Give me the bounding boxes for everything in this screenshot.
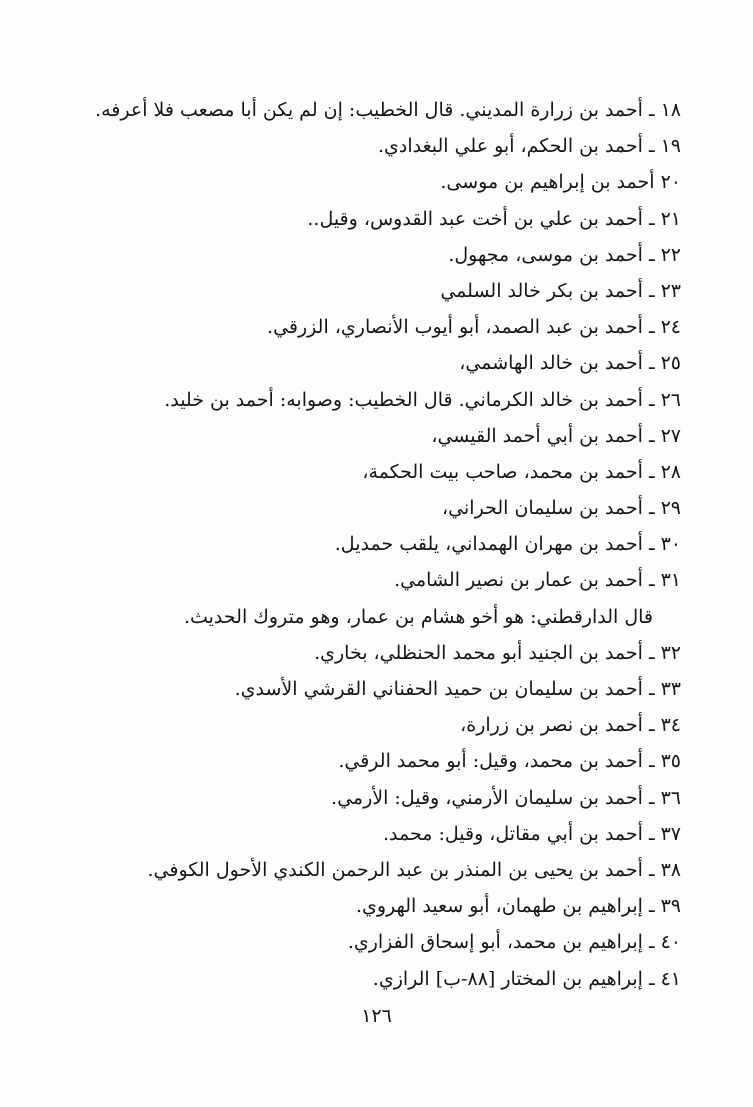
entry-40: ٤٠ ـ إبراهيم بن محمد، أبو إسحاق الفزاري. — [347, 931, 681, 954]
entry-28: ٢٨ ـ أحمد بن محمد، صاحب بيت الحكمة، — [362, 460, 681, 483]
entry-26: ٢٦ ـ أحمد بن خالد الكرماني. قال الخطيب: وصوابه: أحمد بن خليد. — [164, 388, 681, 411]
entry-36: ٣٦ ـ أحمد بن سليمان الأرمني، وقيل: الأرمي. — [331, 786, 681, 809]
entry-34: ٣٤ ـ أحمد بن نصر بن زرارة، — [460, 714, 681, 737]
entry-29: ٢٩ ـ أحمد بن سليمان الحراني، — [442, 497, 681, 520]
entry-23: ٢٣ ـ أحمد بن بكر خالد السلمي — [440, 279, 681, 302]
entry-27: ٢٧ ـ أحمد بن أبي أحمد القيسي، — [431, 424, 681, 447]
page-number: ١٢٦ — [361, 1005, 392, 1027]
entry-19: ١٩ ـ أحمد بن الحكم، أبو علي البغدادي. — [377, 135, 681, 158]
entry-list — [61, 92, 681, 997]
entry-18: ١٨ ـ أحمد بن زرارة المديني. قال الخطيب: إن لم يكن أبا مصعب فلا أعرفه. — [95, 99, 681, 121]
entry-20: ٢٠ أحمد بن إبراهيم بن موسى. — [440, 171, 681, 194]
entry-35: ٣٥ ـ أحمد بن محمد، وقيل: أبو محمد الرقي. — [338, 750, 681, 773]
entry-33: ٣٣ ـ أحمد بن سليمان بن حميد الحفناني القرشي الأسدي. — [234, 678, 681, 700]
entry-32: ٣٢ ـ أحمد بن الجنيد أبو محمد الحنظلي، بخاري. — [314, 641, 681, 664]
entry-37: ٣٧ ـ أحمد بن أبي مقاتل، وقيل: محمد. — [382, 822, 681, 845]
entry-25: ٢٥ ـ أحمد بن خالد الهاشمي، — [459, 352, 681, 375]
entry-41: ٤١ ـ إبراهيم بن المختار [٨٨-ب] الرازي. — [372, 967, 681, 990]
entry-39: ٣٩ ـ إبراهيم بن طهمان، أبو سعيد الهروي. — [355, 895, 681, 918]
entry-21: ٢١ ـ أحمد بن علي بن أخت عبد القدوس، وقيل.. — [307, 207, 681, 230]
entry-24: ٢٤ ـ أحمد بن عبد الصمد، أبو أيوب الأنصاري، الزرقي. — [267, 316, 681, 339]
entry-31: ٣١ ـ أحمد بن عمار بن نصير الشامي. — [394, 569, 681, 592]
entry-31-note: قال الدارقطني: هو أخو هشام بن عمار، وهو متروك الحديث. — [183, 605, 653, 628]
entry-38: ٣٨ ـ أحمد بن يحيى بن المنذر بن عبد الرحمن الكندي الأحول الكوفي. — [147, 858, 681, 881]
entry-30: ٣٠ ـ أحمد بن مهران الهمداني، يلقب حمديل. — [334, 533, 681, 556]
entry-22: ٢٢ ـ أحمد بن موسى، مجهول. — [448, 243, 681, 266]
